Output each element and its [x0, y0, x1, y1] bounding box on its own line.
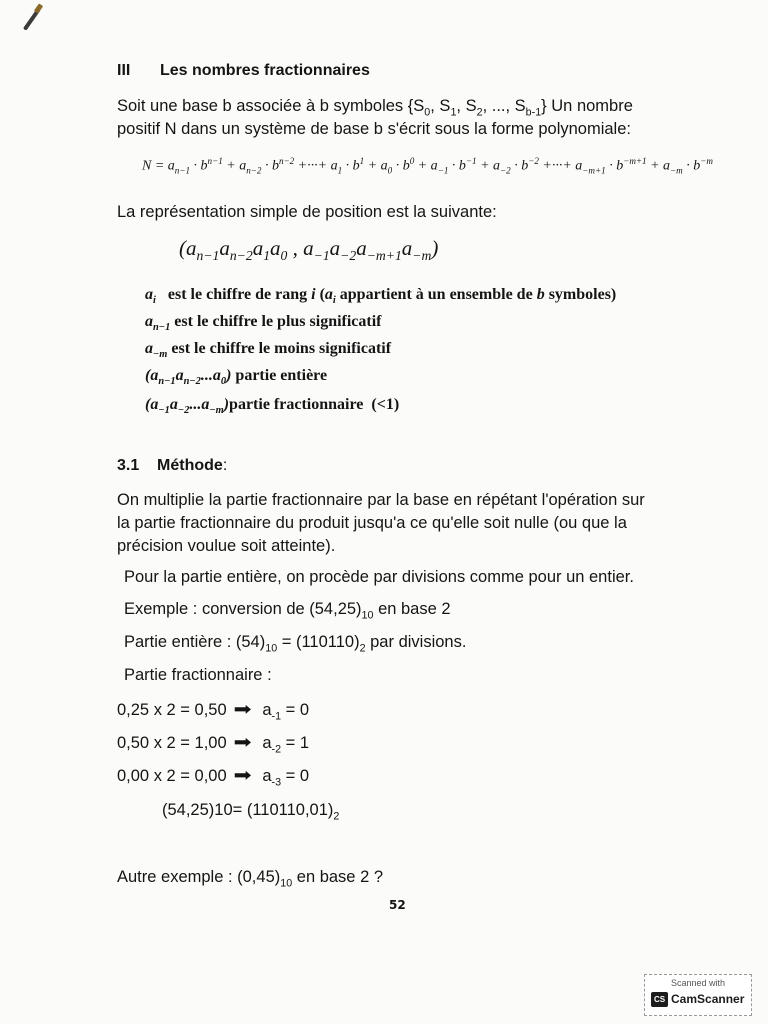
pen-tip-icon: [34, 3, 43, 13]
arrow-right-icon: ➡: [233, 732, 252, 752]
camscanner-watermark: [644, 974, 752, 1016]
method-paragraph-line-3: précision voulue soit atteinte).: [117, 537, 336, 555]
final-result: $(54,25)10= (110110,01)_2$: [162, 801, 340, 823]
step-row: 0,25 x 2 = 0,50 ➡ $a_{-1} = 0$: [117, 699, 310, 723]
scanned-with-label: Scanned with: [670, 978, 726, 988]
section-title: Les nombres fractionnaires: [160, 62, 370, 79]
example-conversion: Exemple : conversion de $(54,25)_{10}$ en base 2: [124, 600, 451, 622]
other-example: Autre exemple : $(0,45)_{10}$ en base 2 ?: [117, 868, 384, 890]
polynomial-formula: $N = a_{n-1} \cdot b^{n-1} + a_{n-2} \cdot b^{n-2}$ +···+ $a_1 \cdot b^1 + a_0 \cdot b^0 + a_{-1} \cdot b^{-1} + a_{-2} \cdot b^{-2}$ +···+ $a_{-m+1} \cdot b^{-m+1} + a_{-m} \cdot b^{-m}$: [142, 156, 713, 176]
integer-rule: Pour la partie entière, on procède par divisions comme pour un entier.: [124, 568, 634, 586]
method-paragraph-line-2: la partie fractionnaire du produit jusqu'a ce qu'elle soit nulle (ou que la: [117, 514, 627, 532]
section-number: III: [117, 62, 131, 79]
camscanner-logo-icon: CS: [651, 992, 668, 1007]
integer-part-result: Partie entière : $(54)_{10} = (110110)_2$ par divisions.: [124, 633, 467, 655]
fraction-label: Partie fractionnaire :: [124, 666, 272, 684]
positional-formula: ($a_{n-1}a_{n-2}a_1a_0$ , $a_{-1}a_{-2}a_{-m+1}a_{-m}$): [179, 236, 439, 264]
definition-digit-rank: $a_i$ est le chiffre de rang i ($a_i$ appartient à un ensemble de b symboles): [145, 286, 617, 307]
method-heading: 3.1 Méthode:: [117, 457, 228, 474]
camscanner-brand: CamScanner: [671, 992, 745, 1006]
step-row: 0,00 x 2 = 0,00 ➡ $a_{-3} = 0$: [117, 765, 310, 789]
positional-label: La représentation simple de position est la suivante:: [117, 203, 497, 221]
definition-most-significant: $a_{n-1}$ est le chiffre le plus significatif: [145, 313, 382, 334]
definition-least-significant: $a_{-m}$ est le chiffre le moins significatif: [145, 340, 392, 361]
arrow-right-icon: ➡: [233, 699, 252, 719]
page-number: 52: [389, 898, 406, 912]
arrow-right-icon: ➡: [233, 765, 252, 785]
method-paragraph-line-1: On multiplie la partie fractionnaire par la base en répétant l'opération sur: [117, 491, 645, 509]
definition-integer-part: $(a_{n-1}a_{n-2}...a_0)$ partie entière: [145, 367, 328, 388]
step-row: 0,50 x 2 = 1,00 ➡ $a_{-2} = 1$: [117, 732, 310, 756]
intro-line-1: Soit une base b associée à b symboles {$S_0$, $S_1$, $S_2$, ..., $S_{b-1}$} Un nombre: [117, 97, 633, 119]
definition-fractional-part: $(a_{-1}a_{-2}...a_{-m})partie$ fractionnaire (<1): [145, 396, 400, 417]
intro-line-2: positif N dans un système de base b s'écrit sous la forme polynomiale:: [117, 120, 631, 138]
